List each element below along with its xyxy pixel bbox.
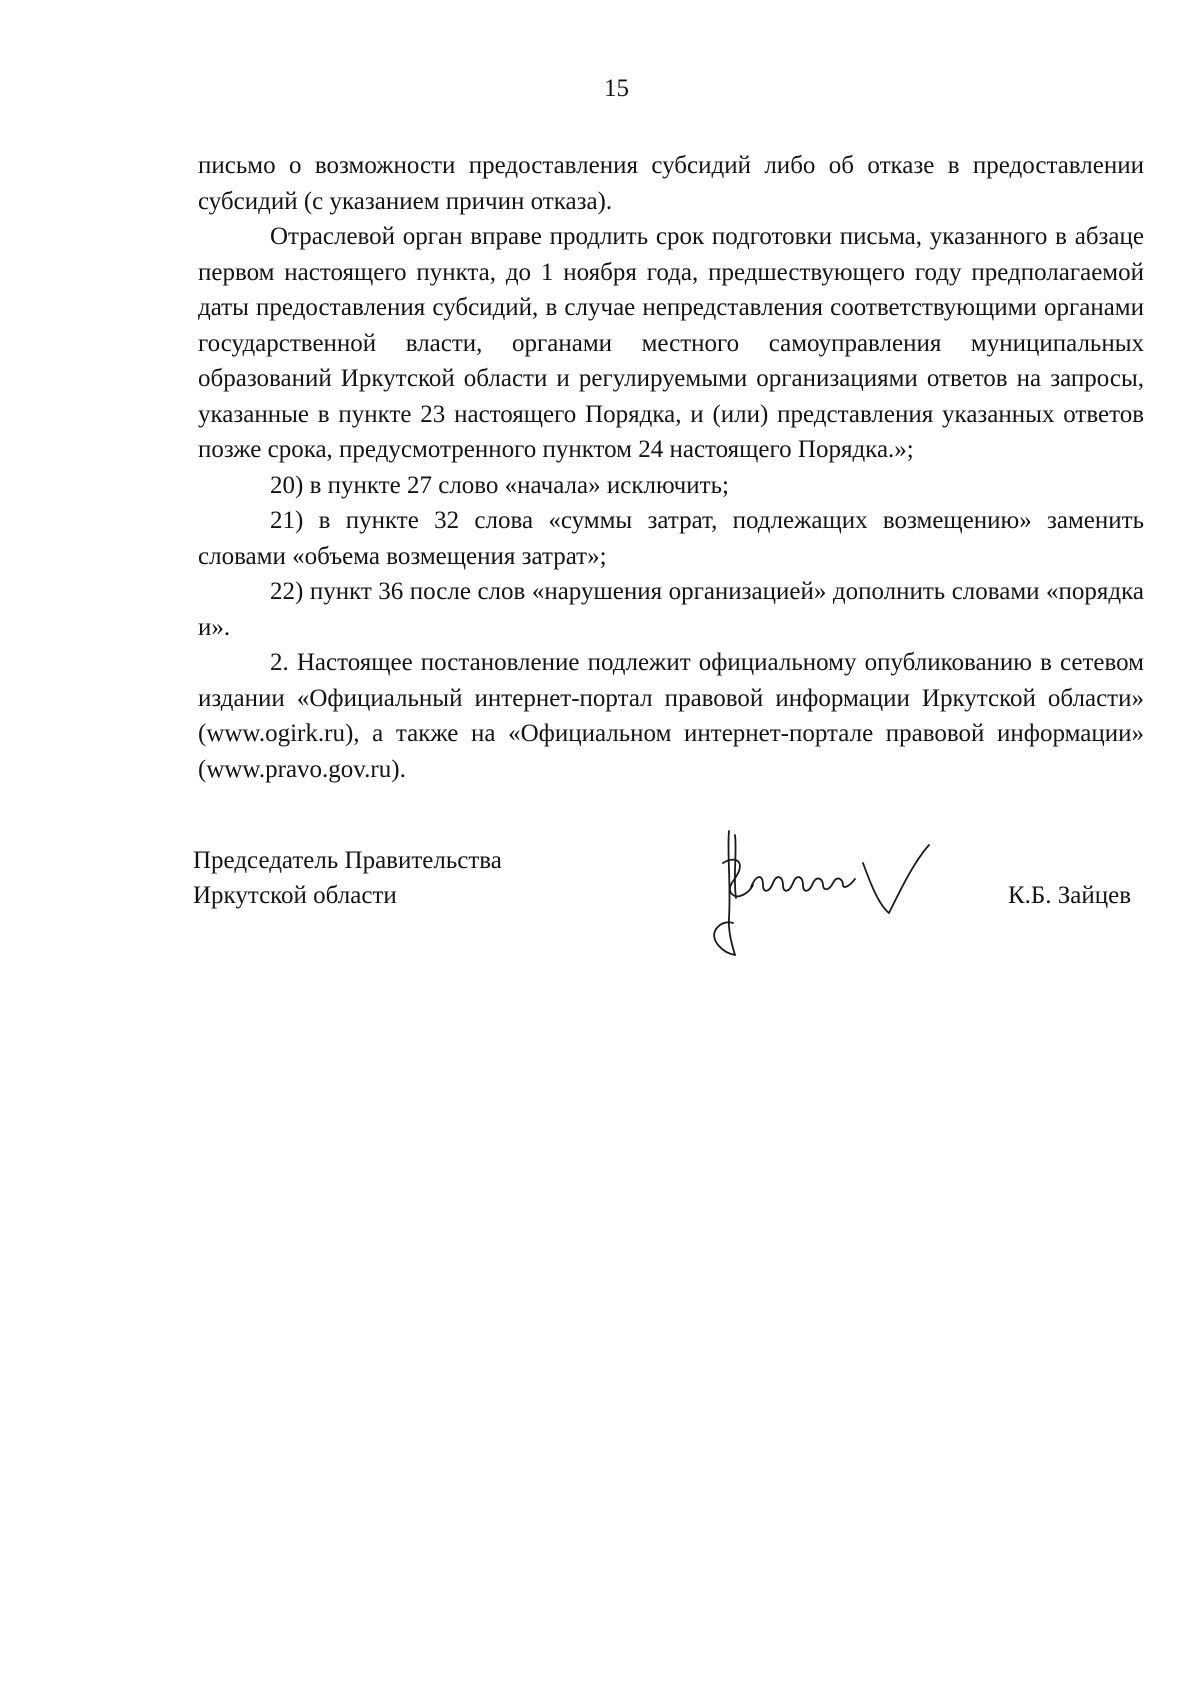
- signature-block: [193, 843, 1153, 983]
- signatory-title: [193, 843, 502, 913]
- paragraph-5: 22) пункт 36 после слов «нарушения организацией» дополнить словами «порядка и».: [198, 578, 1144, 641]
- paragraph-2: Отраслевой орган вправе продлить срок подготовки письма, указанного в абзаце первом настоящего пункта, до 1 ноября года, предшествующего году предполагаемой даты предоставления субсидий, в случае непредставления соответствующими органами государственной власти, органами местного самоуправления муниципальных образований Иркутской области и регулируемыми организациями ответов на запросы, указанные в пункте 23 настоящего Порядка, и (или) представления указанных ответов позже срока, предусмотренного пунктом 24 настоящего Порядка.»;: [198, 223, 1144, 463]
- document-body: [198, 148, 1144, 787]
- page-number: 15: [604, 75, 629, 102]
- signatory-title-line-2: Иркутской области: [193, 882, 397, 909]
- handwritten-signature-icon: [693, 823, 953, 973]
- paragraph-1: письмо о возможности предоставления субсидий либо об отказе в предоставлении субсидий (с указанием причин отказа).: [198, 152, 1144, 215]
- signatory-title-line-1: Председатель Правительства: [193, 847, 502, 874]
- paragraph-6: 2. Настоящее постановление подлежит официальному опубликованию в сетевом издании «Официальный интернет-портал правовой информации Иркутской области» (www.ogirk.ru), а также на «Официальном интернет-портале правовой информации» (www.pravo.gov.ru).: [198, 649, 1144, 783]
- paragraph-4: 21) в пункте 32 слова «суммы затрат, подлежащих возмещению» заменить словами «объема возмещения затрат»;: [198, 507, 1144, 570]
- signatory-name: К.Б. Зайцев: [1008, 882, 1132, 909]
- paragraph-3: 20) в пункте 27 слово «начала» исключить;: [270, 471, 729, 499]
